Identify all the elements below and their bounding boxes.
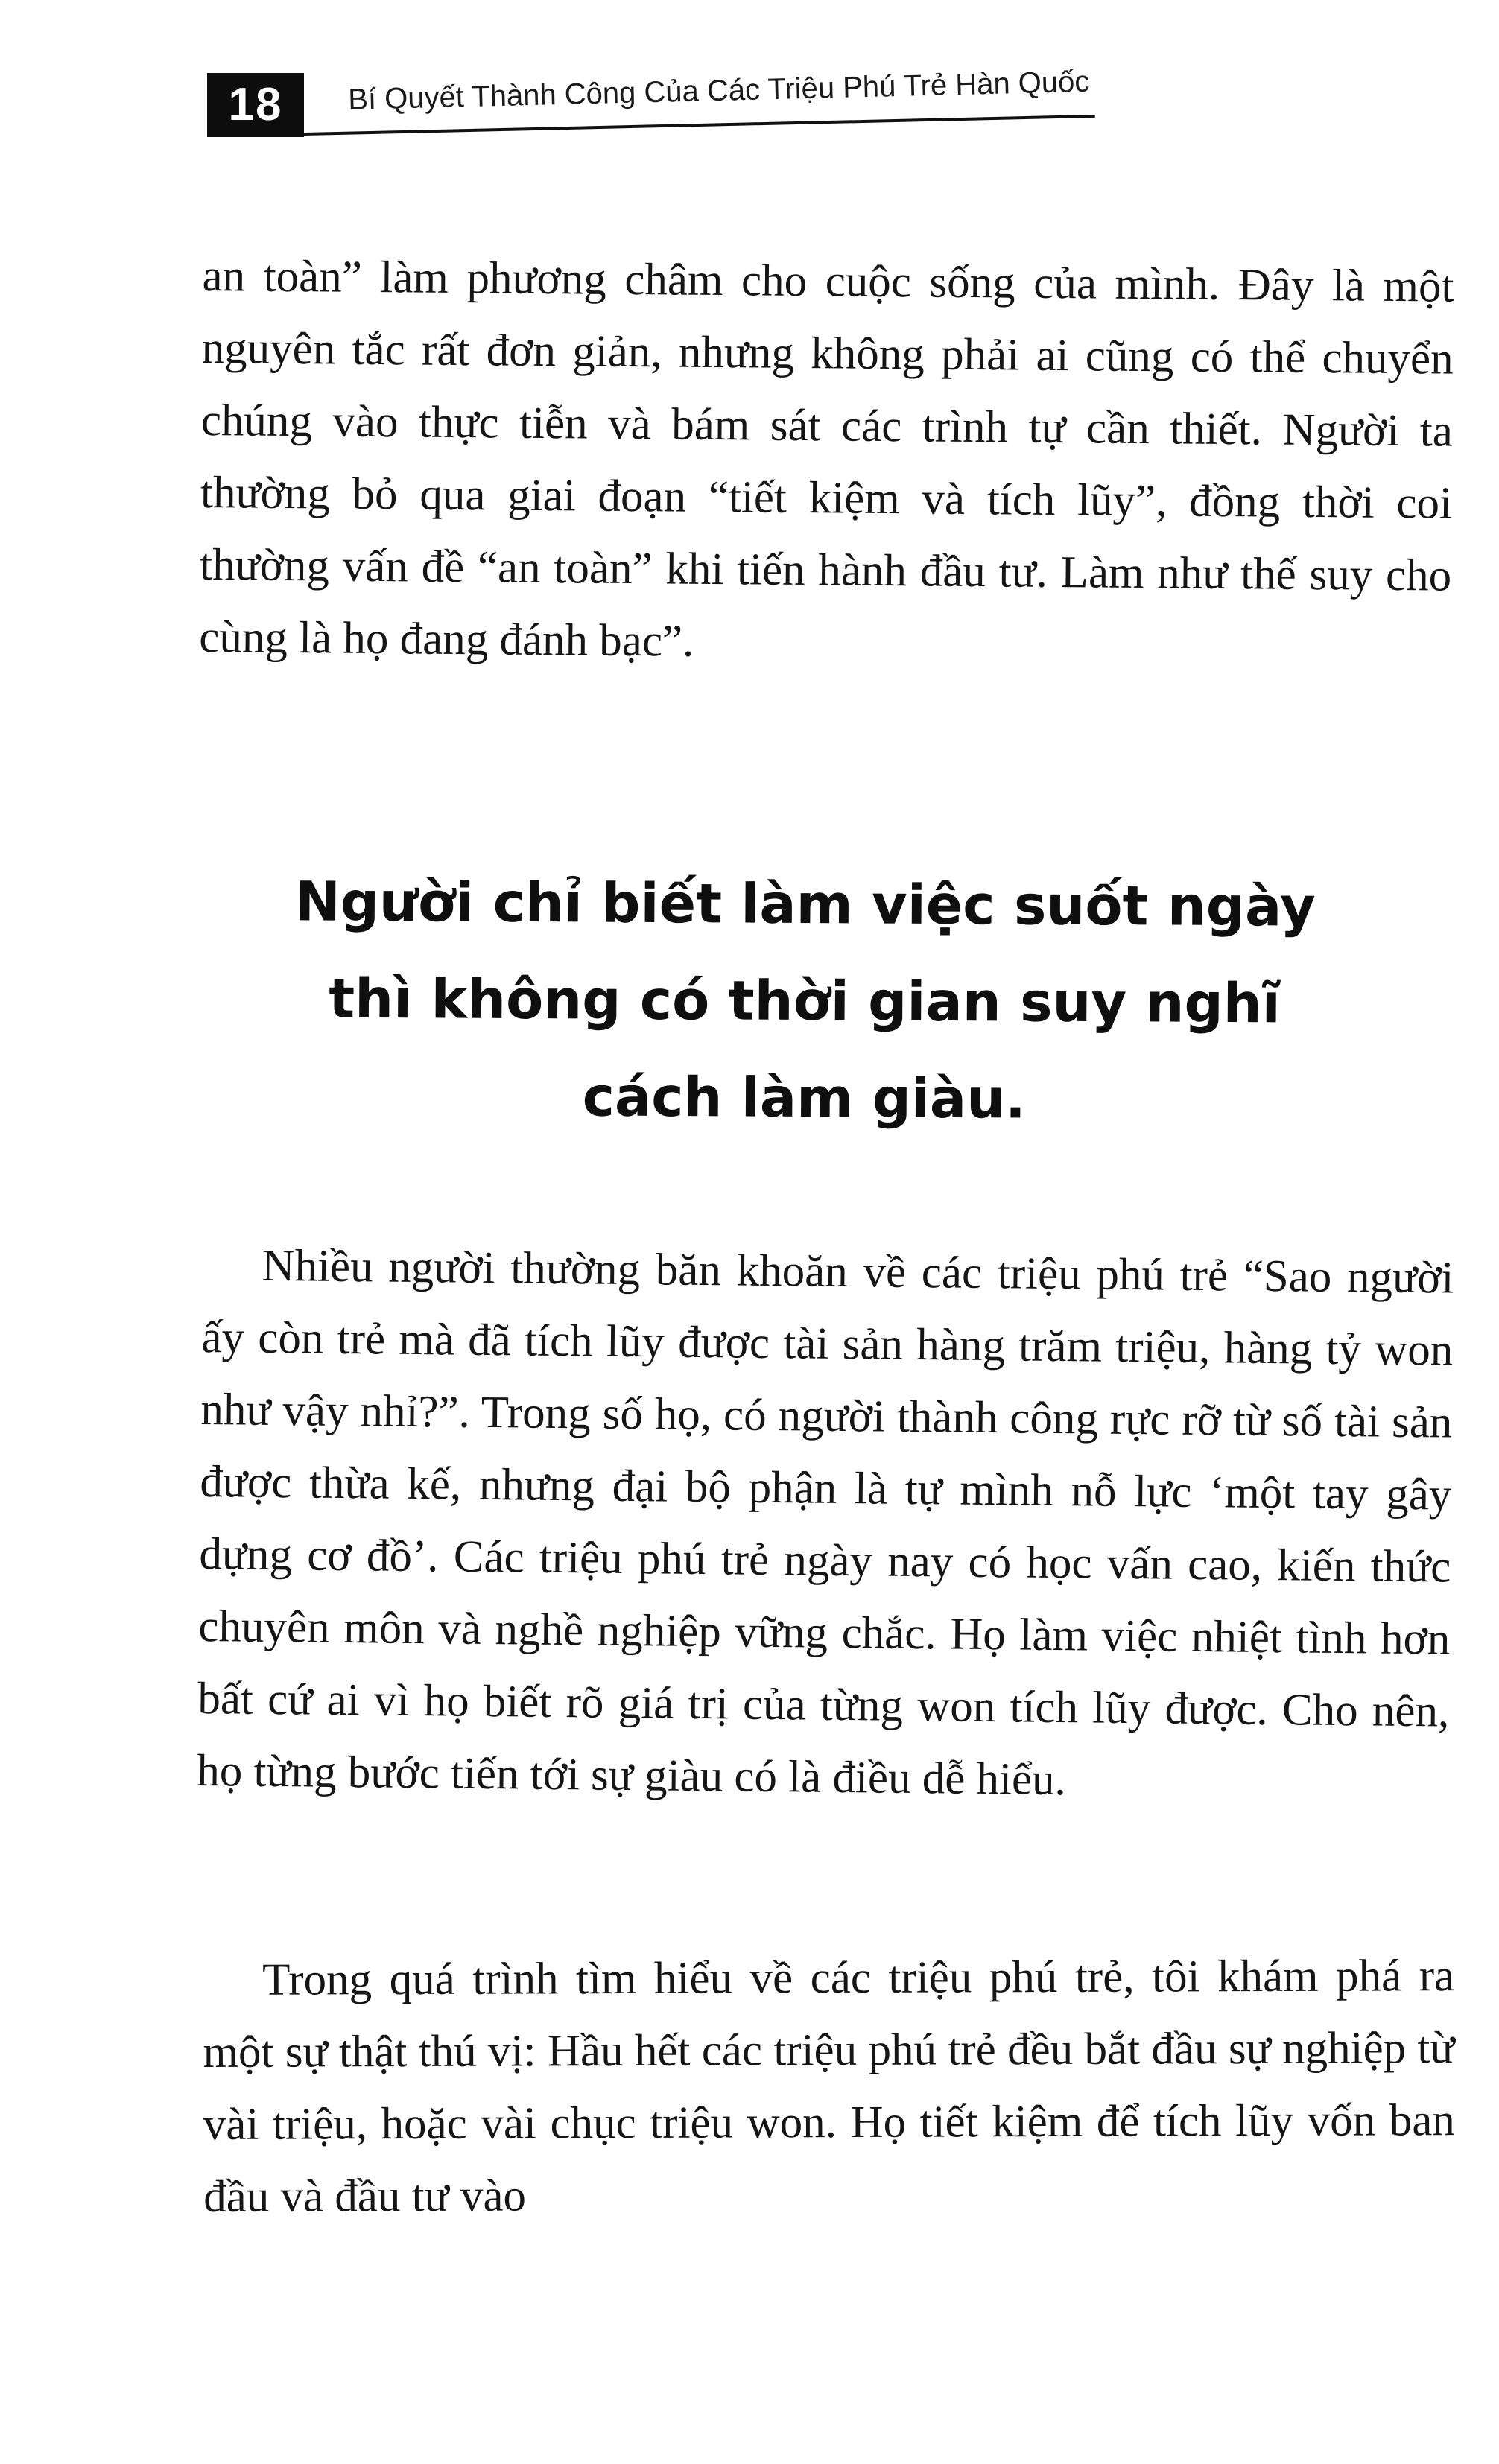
- heading-line-2: thì không có thời gian suy nghĩ: [329, 967, 1281, 1036]
- page-number: 18: [207, 73, 304, 137]
- running-title: Bí Quyết Thành Công Của Các Triệu Phú Trẻ Hàn Quốc: [347, 65, 1090, 117]
- paragraph-3: Trong quá trình tìm hiểu về các triệu phú trẻ, tôi khám phá ra một sự thật thú vị: Hầu hết các triệu phú trẻ đều bắt đầu sự nghiệp từ vài triệu, hoặc vài chục triệu won. Họ tiết kiệm để tích lũy vốn ban đầu và đầu tư vào: [203, 1951, 1455, 2222]
- paragraph-2: Nhiều người thường băn khoăn về các triệu phú trẻ “Sao người ấy còn trẻ mà đã tích lũy được tài sản hàng trăm triệu, hàng tỷ won như vậy nhỉ?”. Trong số họ, có người thành công rực rỡ từ số tài sản được thừa kế, nhưng đại bộ phận là tự mình nỗ lực ‘một tay gây dựng cơ đồ’. Các triệu phú trẻ ngày nay có học vấn cao, kiến thức chuyên môn và nghề nghiệp vững chắc. Họ làm việc nhiệt tình hơn bất cứ ai vì họ biết rõ giá trị của từng won tích lũy được. Cho nên, họ từng bước tiến tới sự giàu có là điều dễ hiểu.: [197, 1240, 1454, 1806]
- heading-line-1: Người chỉ biết làm việc suốt ngày: [294, 870, 1316, 939]
- running-header: [207, 65, 1094, 139]
- heading-line-3: cách làm giàu.: [582, 1065, 1027, 1131]
- paragraph-continued: an toàn” làm phương châm cho cuộc sống của mình. Đây là một nguyên tắc rất đơn giản, nhưng không phải ai cũng có thể chuyển chúng vào thực tiễn và bám sát các trình tự cần thiết. Người ta thường bỏ qua giai đoạn “tiết kiệm và tích lũy”, đồng thời coi thường vấn đề “an toàn” khi tiến hành đầu tư. Làm như thế suy cho cùng là họ đang đánh bạc”.: [199, 250, 1454, 667]
- section-heading: [245, 854, 1364, 1150]
